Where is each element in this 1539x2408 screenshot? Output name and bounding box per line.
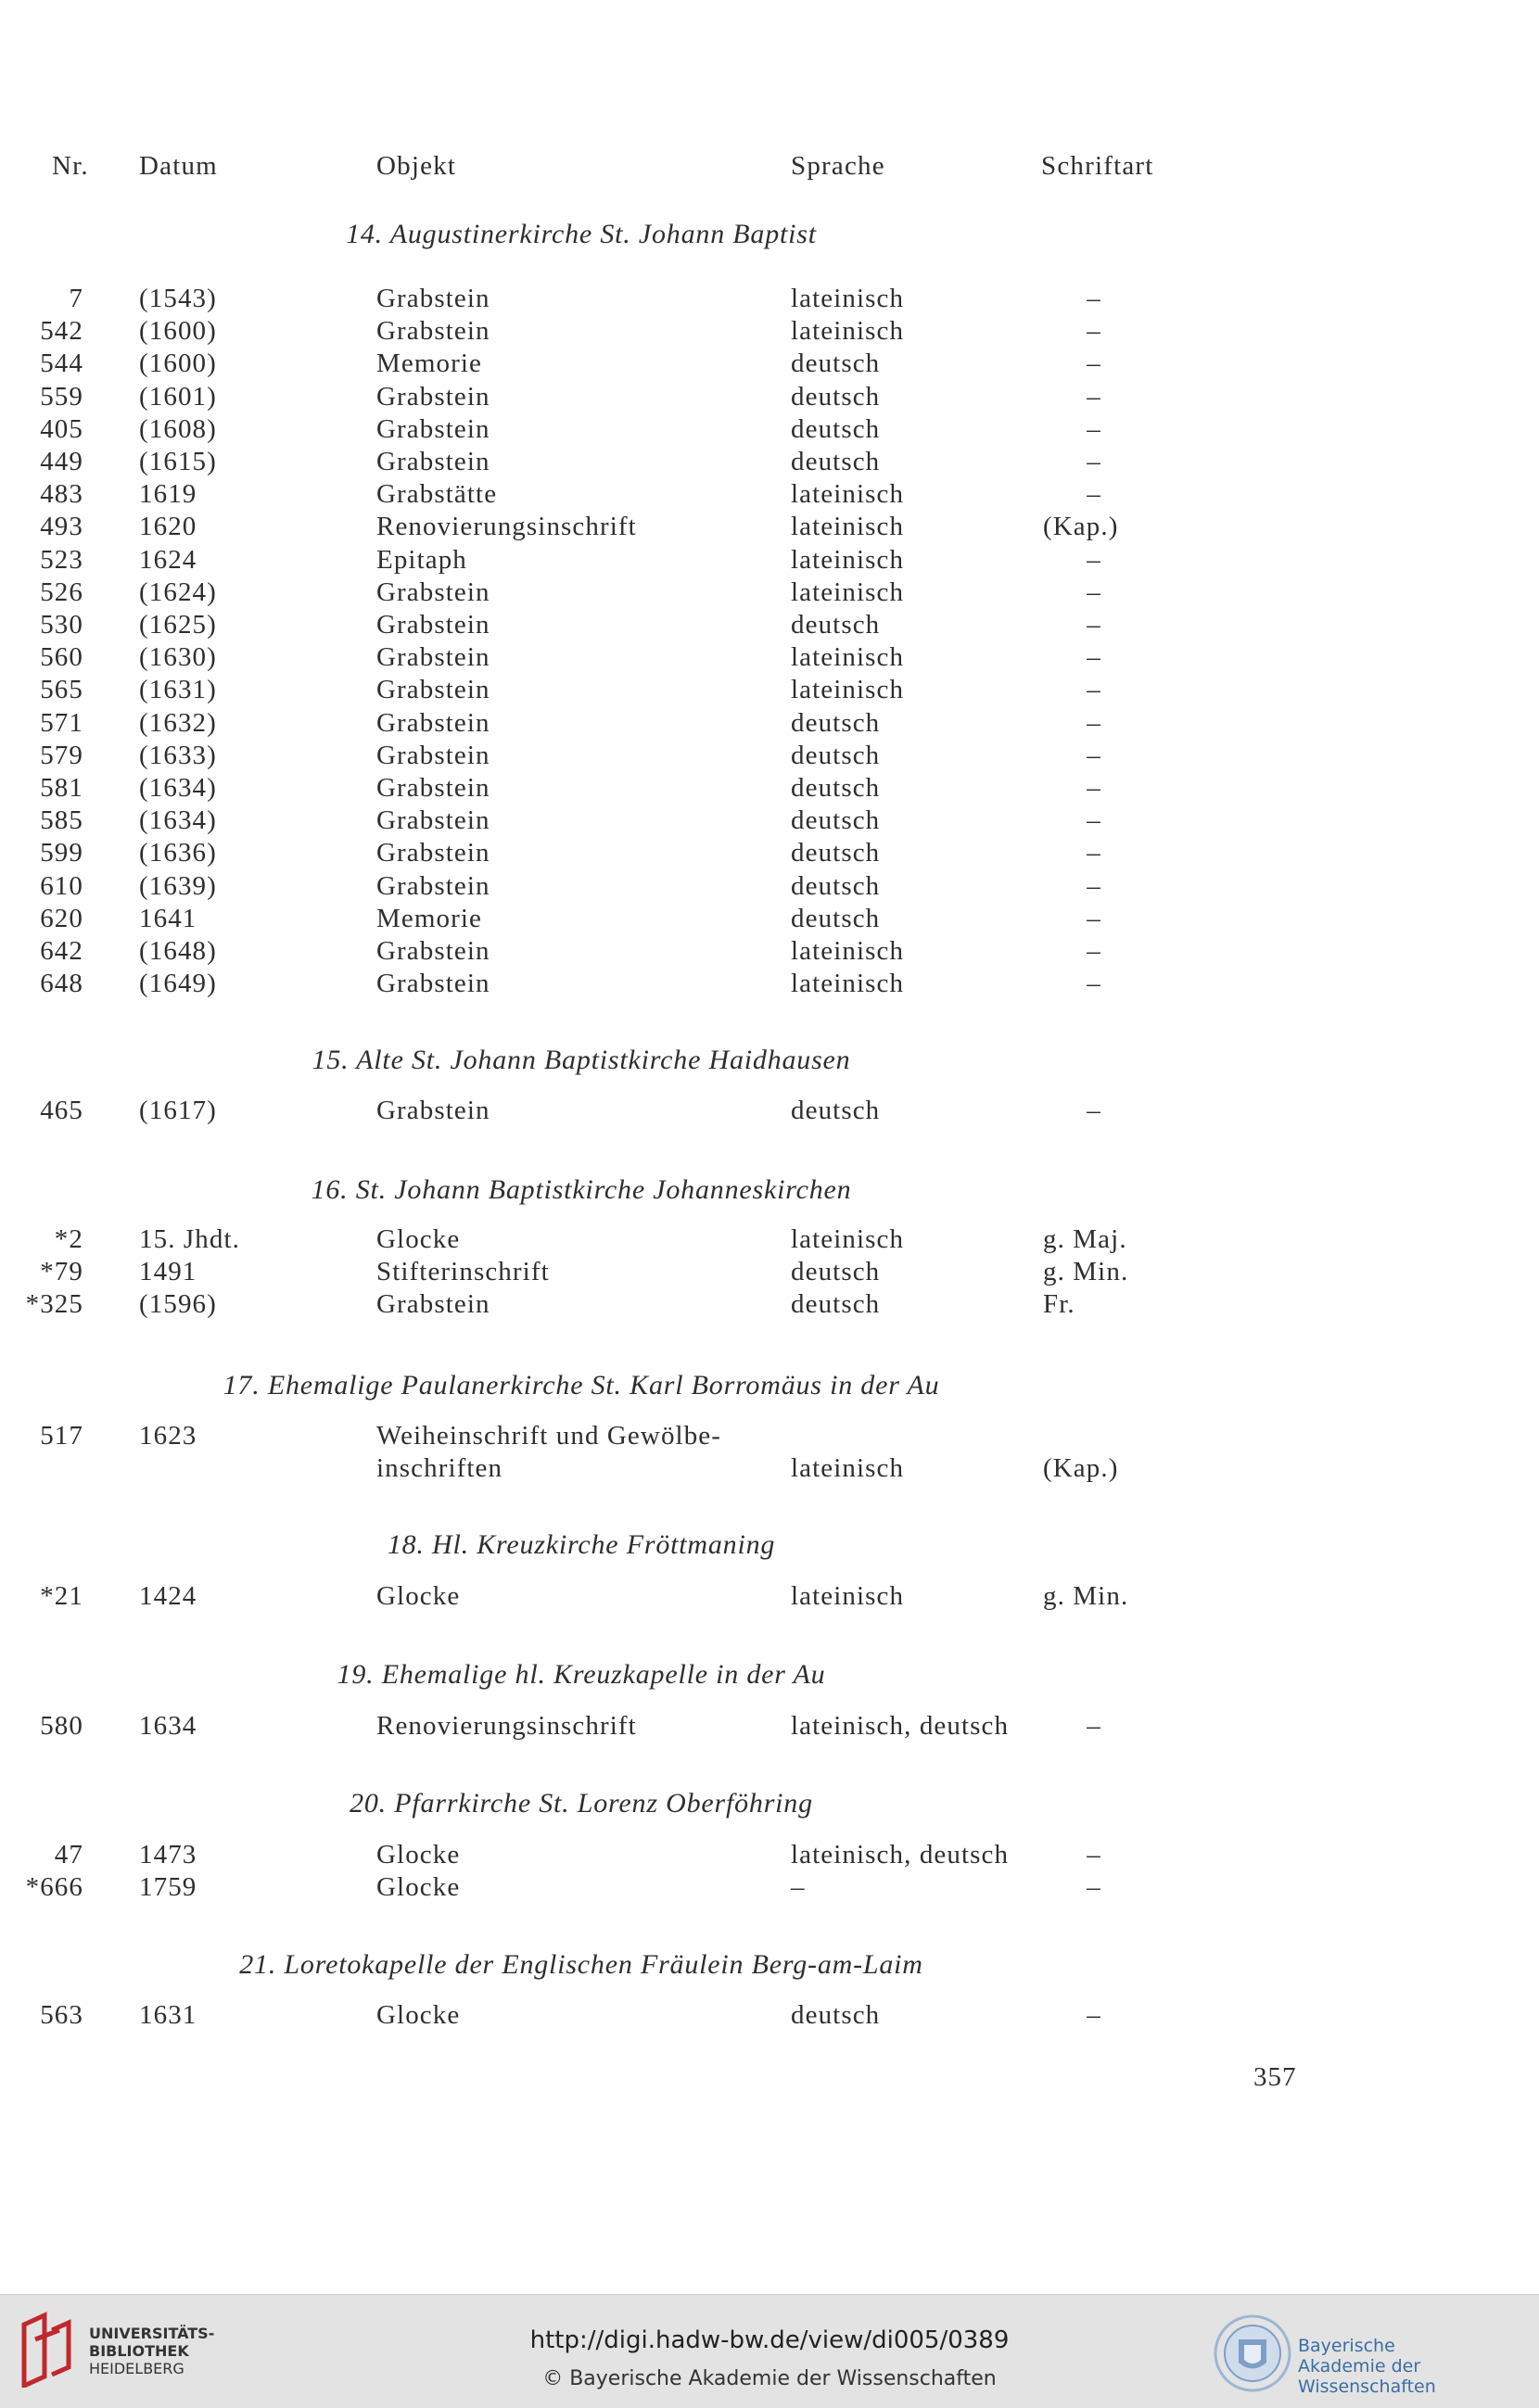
cell-objekt: Grabstein (376, 773, 490, 803)
cell-nr: 599 (40, 838, 83, 868)
table-row (0, 1999, 1539, 2032)
table-row (0, 870, 1539, 903)
cell-schriftart: (Kap.) (1043, 512, 1119, 542)
header-objekt: Objekt (376, 151, 457, 181)
cell-datum: (1624) (139, 577, 217, 607)
cell-datum: (1634) (139, 805, 217, 836)
cell-nr: 405 (40, 413, 83, 444)
cell-nr: 571 (40, 707, 83, 738)
table-row (0, 1580, 1539, 1613)
cell-objekt: Memorie (376, 349, 483, 379)
cell-nr: 610 (40, 870, 83, 901)
cell-objekt: Grabstein (376, 740, 490, 770)
cell-datum: (1601) (139, 381, 217, 412)
table-row (0, 935, 1539, 968)
cell-sprache: deutsch (791, 1096, 881, 1125)
table-row (0, 1288, 1539, 1321)
cell-sprache: lateinisch (791, 675, 905, 705)
cell-nr: 449 (40, 447, 83, 476)
table-row (0, 283, 1539, 315)
cell-datum: (1600) (139, 349, 217, 379)
cell-sprache: deutsch (791, 381, 881, 412)
cell-objekt: Glocke (376, 1840, 461, 1869)
cell-objekt: Grabstein (376, 284, 490, 313)
cell-datum: (1648) (139, 936, 217, 966)
cell-sprache: – (791, 1872, 806, 1903)
header-nr: Nr. (52, 151, 89, 181)
cell-sprache: lateinisch (791, 512, 905, 542)
cell-sprache: deutsch (791, 870, 881, 901)
cell-sprache: deutsch (791, 413, 881, 444)
cell-objekt: Renovierungsinschrift (376, 512, 637, 542)
cell-sprache: lateinisch (791, 642, 905, 673)
cell-sprache: lateinisch (791, 544, 905, 575)
header-sprache: Sprache (791, 151, 885, 181)
cell-nr: 483 (40, 479, 83, 510)
cell-datum: (1631) (139, 675, 217, 705)
cell-objekt: Grabstein (376, 381, 490, 412)
cell-nr: 47 (54, 1840, 83, 1869)
cell-nr: *2 (54, 1224, 83, 1254)
cell-datum: (1632) (139, 707, 217, 738)
table-row (0, 1256, 1539, 1288)
cell-sprache: deutsch (791, 1289, 881, 1320)
cell-schriftart: – (1087, 870, 1101, 901)
cell-nr: 581 (40, 773, 83, 803)
table-row (0, 413, 1539, 446)
table-row (0, 968, 1539, 1000)
cell-objekt: Grabstein (376, 805, 490, 836)
table-row (0, 740, 1539, 772)
cell-datum: 1491 (139, 1257, 197, 1287)
cell-schriftart: – (1087, 740, 1101, 770)
cell-nr: 526 (40, 577, 83, 607)
table-row (0, 805, 1539, 837)
cell-schriftart: – (1087, 1711, 1101, 1741)
cell-datum: 1641 (139, 903, 197, 933)
cell-nr: 648 (40, 969, 83, 999)
cell-nr: 620 (40, 903, 83, 933)
table-row (0, 1223, 1539, 1256)
cell-objekt: Stifterinschrift (376, 1257, 550, 1287)
cell-objekt: Grabstein (376, 870, 490, 901)
cell-nr: 560 (40, 642, 83, 673)
academy-seal-icon[interactable] (1211, 2312, 1294, 2395)
permalink-url[interactable]: http://digi.hadw-bw.de/view/di005/0389 (529, 2326, 1010, 2354)
cell-datum: (1608) (139, 413, 217, 444)
section-title: 16. St. Johann Baptistkirche Johanneskirchen (311, 1174, 852, 1205)
library-line-3: HEIDELBERG (89, 2360, 184, 2377)
table-row (0, 511, 1539, 543)
cell-objekt: Grabstein (376, 838, 490, 868)
cell-objekt: Renovierungsinschrift (376, 1711, 637, 1741)
cell-schriftart: – (1087, 1872, 1101, 1903)
cell-datum: (1543) (139, 284, 217, 313)
table-row (0, 641, 1539, 674)
cell-sprache: deutsch (791, 610, 881, 640)
cell-sprache: deutsch (791, 1257, 881, 1287)
table-row (0, 1095, 1539, 1127)
table-row (0, 609, 1539, 641)
cell-nr: 580 (40, 1711, 83, 1741)
cell-schriftart: g. Maj. (1043, 1224, 1127, 1254)
cell-schriftart: – (1087, 544, 1101, 575)
table-row (0, 1839, 1539, 1871)
cell-sprache: deutsch (791, 447, 881, 476)
page-number: 357 (1253, 2062, 1297, 2092)
cell-objekt: Glocke (376, 2000, 461, 2030)
header-datum: Datum (139, 151, 218, 181)
cell-schriftart: – (1087, 903, 1101, 933)
section-title: 20. Pfarrkirche St. Lorenz Oberföhring (350, 1788, 813, 1819)
cell-nr: *666 (25, 1872, 83, 1903)
cell-objekt: Grabstein (376, 316, 490, 347)
cell-objekt: Grabstein (376, 413, 490, 444)
table-row (0, 478, 1539, 511)
cell-datum: 1634 (139, 1711, 197, 1741)
cell-datum: (1630) (139, 642, 217, 673)
cell-datum: 1424 (139, 1581, 197, 1611)
cell-sprache: lateinisch (791, 936, 905, 966)
cell-sprache: lateinisch (791, 969, 905, 999)
cell-sprache: lateinisch (791, 316, 905, 347)
cell-schriftart: Fr. (1043, 1289, 1075, 1320)
table-row (0, 315, 1539, 348)
table-row (0, 674, 1539, 706)
cell-sprache: deutsch (791, 903, 881, 933)
cell-objekt: inschriften (376, 1453, 503, 1484)
cell-schriftart: – (1087, 284, 1101, 313)
cell-schriftart: – (1087, 610, 1101, 640)
footer-bar (0, 2294, 1539, 2408)
section-title: 15. Alte St. Johann Baptistkirche Haidhausen (312, 1045, 851, 1075)
cell-objekt: Grabstätte (376, 479, 498, 510)
cell-nr: 579 (40, 740, 83, 770)
copyright-notice: © Bayerische Akademie der Wissenschaften (542, 2367, 997, 2390)
table-row (0, 772, 1539, 805)
cell-objekt: Grabstein (376, 675, 490, 705)
cell-datum: 1624 (139, 544, 197, 575)
cell-schriftart: – (1087, 381, 1101, 412)
table-row (0, 903, 1539, 935)
table-row (0, 446, 1539, 478)
cell-objekt: Grabstein (376, 577, 490, 607)
cell-sprache: deutsch (791, 2000, 881, 2030)
cell-nr: *325 (25, 1289, 83, 1320)
cell-objekt: Grabstein (376, 447, 490, 476)
cell-schriftart: – (1087, 316, 1101, 347)
academy-name[interactable] (1298, 2336, 1539, 2397)
table-row (0, 544, 1539, 577)
cell-objekt: Weiheinschrift und Gewölbe- (376, 1421, 722, 1451)
cell-schriftart: – (1087, 969, 1101, 999)
cell-datum: 1619 (139, 479, 197, 510)
cell-objekt: Grabstein (376, 707, 490, 738)
library-line-2: BIBLIOTHEK (89, 2342, 189, 2360)
cell-schriftart: – (1087, 2000, 1101, 2030)
cell-objekt: Grabstein (376, 642, 490, 673)
cell-sprache: lateinisch (791, 577, 905, 607)
cell-nr: 544 (40, 349, 83, 379)
cell-sprache: lateinisch, deutsch (791, 1840, 1010, 1869)
cell-datum: (1625) (139, 610, 217, 640)
cell-sprache: lateinisch, deutsch (791, 1711, 1010, 1741)
cell-sprache: lateinisch (791, 479, 905, 510)
cell-nr: 530 (40, 610, 83, 640)
cell-schriftart: – (1087, 642, 1101, 673)
cell-datum: (1639) (139, 870, 217, 901)
library-line-1: UNIVERSITÄTS- (89, 2325, 215, 2342)
cell-objekt: Glocke (376, 1581, 461, 1611)
cell-objekt: Grabstein (376, 1096, 490, 1125)
section-title: 18. Hl. Kreuzkirche Fröttmaning (387, 1529, 776, 1560)
academy-line-2: Akademie der Wissenschaften (1298, 2356, 1436, 2397)
cell-schriftart: – (1087, 1840, 1101, 1869)
cell-sprache: lateinisch (791, 1581, 905, 1611)
cell-datum: (1634) (139, 773, 217, 803)
cell-objekt: Epitaph (376, 544, 467, 575)
section-title: 17. Ehemalige Paulanerkirche St. Karl Borromäus in der Au (223, 1370, 940, 1400)
cell-objekt: Grabstein (376, 610, 490, 640)
cell-schriftart: (Kap.) (1043, 1453, 1119, 1484)
cell-schriftart: – (1087, 936, 1101, 966)
cell-objekt: Glocke (376, 1224, 461, 1254)
cell-nr: *79 (40, 1257, 83, 1287)
header-schriftart: Schriftart (1041, 151, 1154, 181)
cell-sprache: deutsch (791, 707, 881, 738)
cell-schriftart: – (1087, 707, 1101, 738)
cell-datum: 1473 (139, 1840, 197, 1869)
cell-datum: 1759 (139, 1872, 197, 1903)
section-title: 14. Augustinerkirche St. Johann Baptist (346, 219, 817, 249)
cell-datum: 1623 (139, 1421, 197, 1451)
cell-datum: (1649) (139, 969, 217, 999)
cell-schriftart: – (1087, 675, 1101, 705)
cell-nr: 523 (40, 544, 83, 575)
section-title: 21. Loretokapelle der Englischen Fräulein Berg-am-Laim (239, 1949, 923, 1980)
cell-nr: *21 (40, 1581, 83, 1611)
cell-sprache: deutsch (791, 773, 881, 803)
cell-nr: 563 (40, 2000, 83, 2030)
cell-nr: 565 (40, 675, 83, 705)
cell-sprache: lateinisch (791, 1453, 905, 1484)
cell-schriftart: – (1087, 577, 1101, 607)
cell-sprache: deutsch (791, 740, 881, 770)
cell-nr: 642 (40, 936, 83, 966)
table-row (0, 1871, 1539, 1904)
section-title: 19. Ehemalige hl. Kreuzkapelle in der Au (337, 1659, 826, 1690)
cell-schriftart: – (1087, 838, 1101, 868)
cell-nr: 465 (40, 1096, 83, 1125)
cell-datum: (1617) (139, 1096, 217, 1125)
table-row (0, 1452, 1539, 1485)
cell-objekt: Memorie (376, 903, 483, 933)
table-row (0, 1420, 1539, 1452)
cell-schriftart: – (1087, 805, 1101, 836)
cell-nr: 559 (40, 381, 83, 412)
cell-schriftart: g. Min. (1043, 1581, 1129, 1611)
cell-datum: 1620 (139, 512, 197, 542)
cell-sprache: deutsch (791, 349, 881, 379)
cell-objekt: Grabstein (376, 1289, 490, 1320)
table-row (0, 348, 1539, 380)
cell-nr: 517 (40, 1421, 83, 1451)
cell-nr: 542 (40, 316, 83, 347)
table-row (0, 577, 1539, 609)
cell-objekt: Grabstein (376, 936, 490, 966)
cell-datum: (1633) (139, 740, 217, 770)
cell-schriftart: – (1087, 1096, 1101, 1125)
cell-datum: (1615) (139, 447, 217, 476)
cell-schriftart: – (1087, 447, 1101, 476)
table-row (0, 1710, 1539, 1743)
cell-schriftart: g. Min. (1043, 1257, 1129, 1287)
cell-objekt: Grabstein (376, 969, 490, 999)
cell-objekt: Glocke (376, 1872, 461, 1903)
cell-datum: (1636) (139, 838, 217, 868)
cell-datum: 1631 (139, 2000, 197, 2030)
cell-nr: 493 (40, 512, 83, 542)
cell-sprache: lateinisch (791, 1224, 905, 1254)
cell-schriftart: – (1087, 413, 1101, 444)
cell-datum: 15. Jhdt. (139, 1224, 240, 1254)
cell-datum: (1596) (139, 1289, 217, 1320)
cell-sprache: lateinisch (791, 284, 905, 313)
cell-nr: 585 (40, 805, 83, 836)
cell-sprache: deutsch (791, 805, 881, 836)
cell-nr: 7 (69, 284, 83, 313)
academy-line-1: Bayerische (1298, 2336, 1395, 2356)
cell-sprache: deutsch (791, 838, 881, 868)
table-row (0, 707, 1539, 740)
cell-schriftart: – (1087, 479, 1101, 510)
table-row (0, 837, 1539, 869)
cell-schriftart: – (1087, 349, 1101, 379)
table-row (0, 381, 1539, 413)
cell-datum: (1600) (139, 316, 217, 347)
cell-schriftart: – (1087, 773, 1101, 803)
